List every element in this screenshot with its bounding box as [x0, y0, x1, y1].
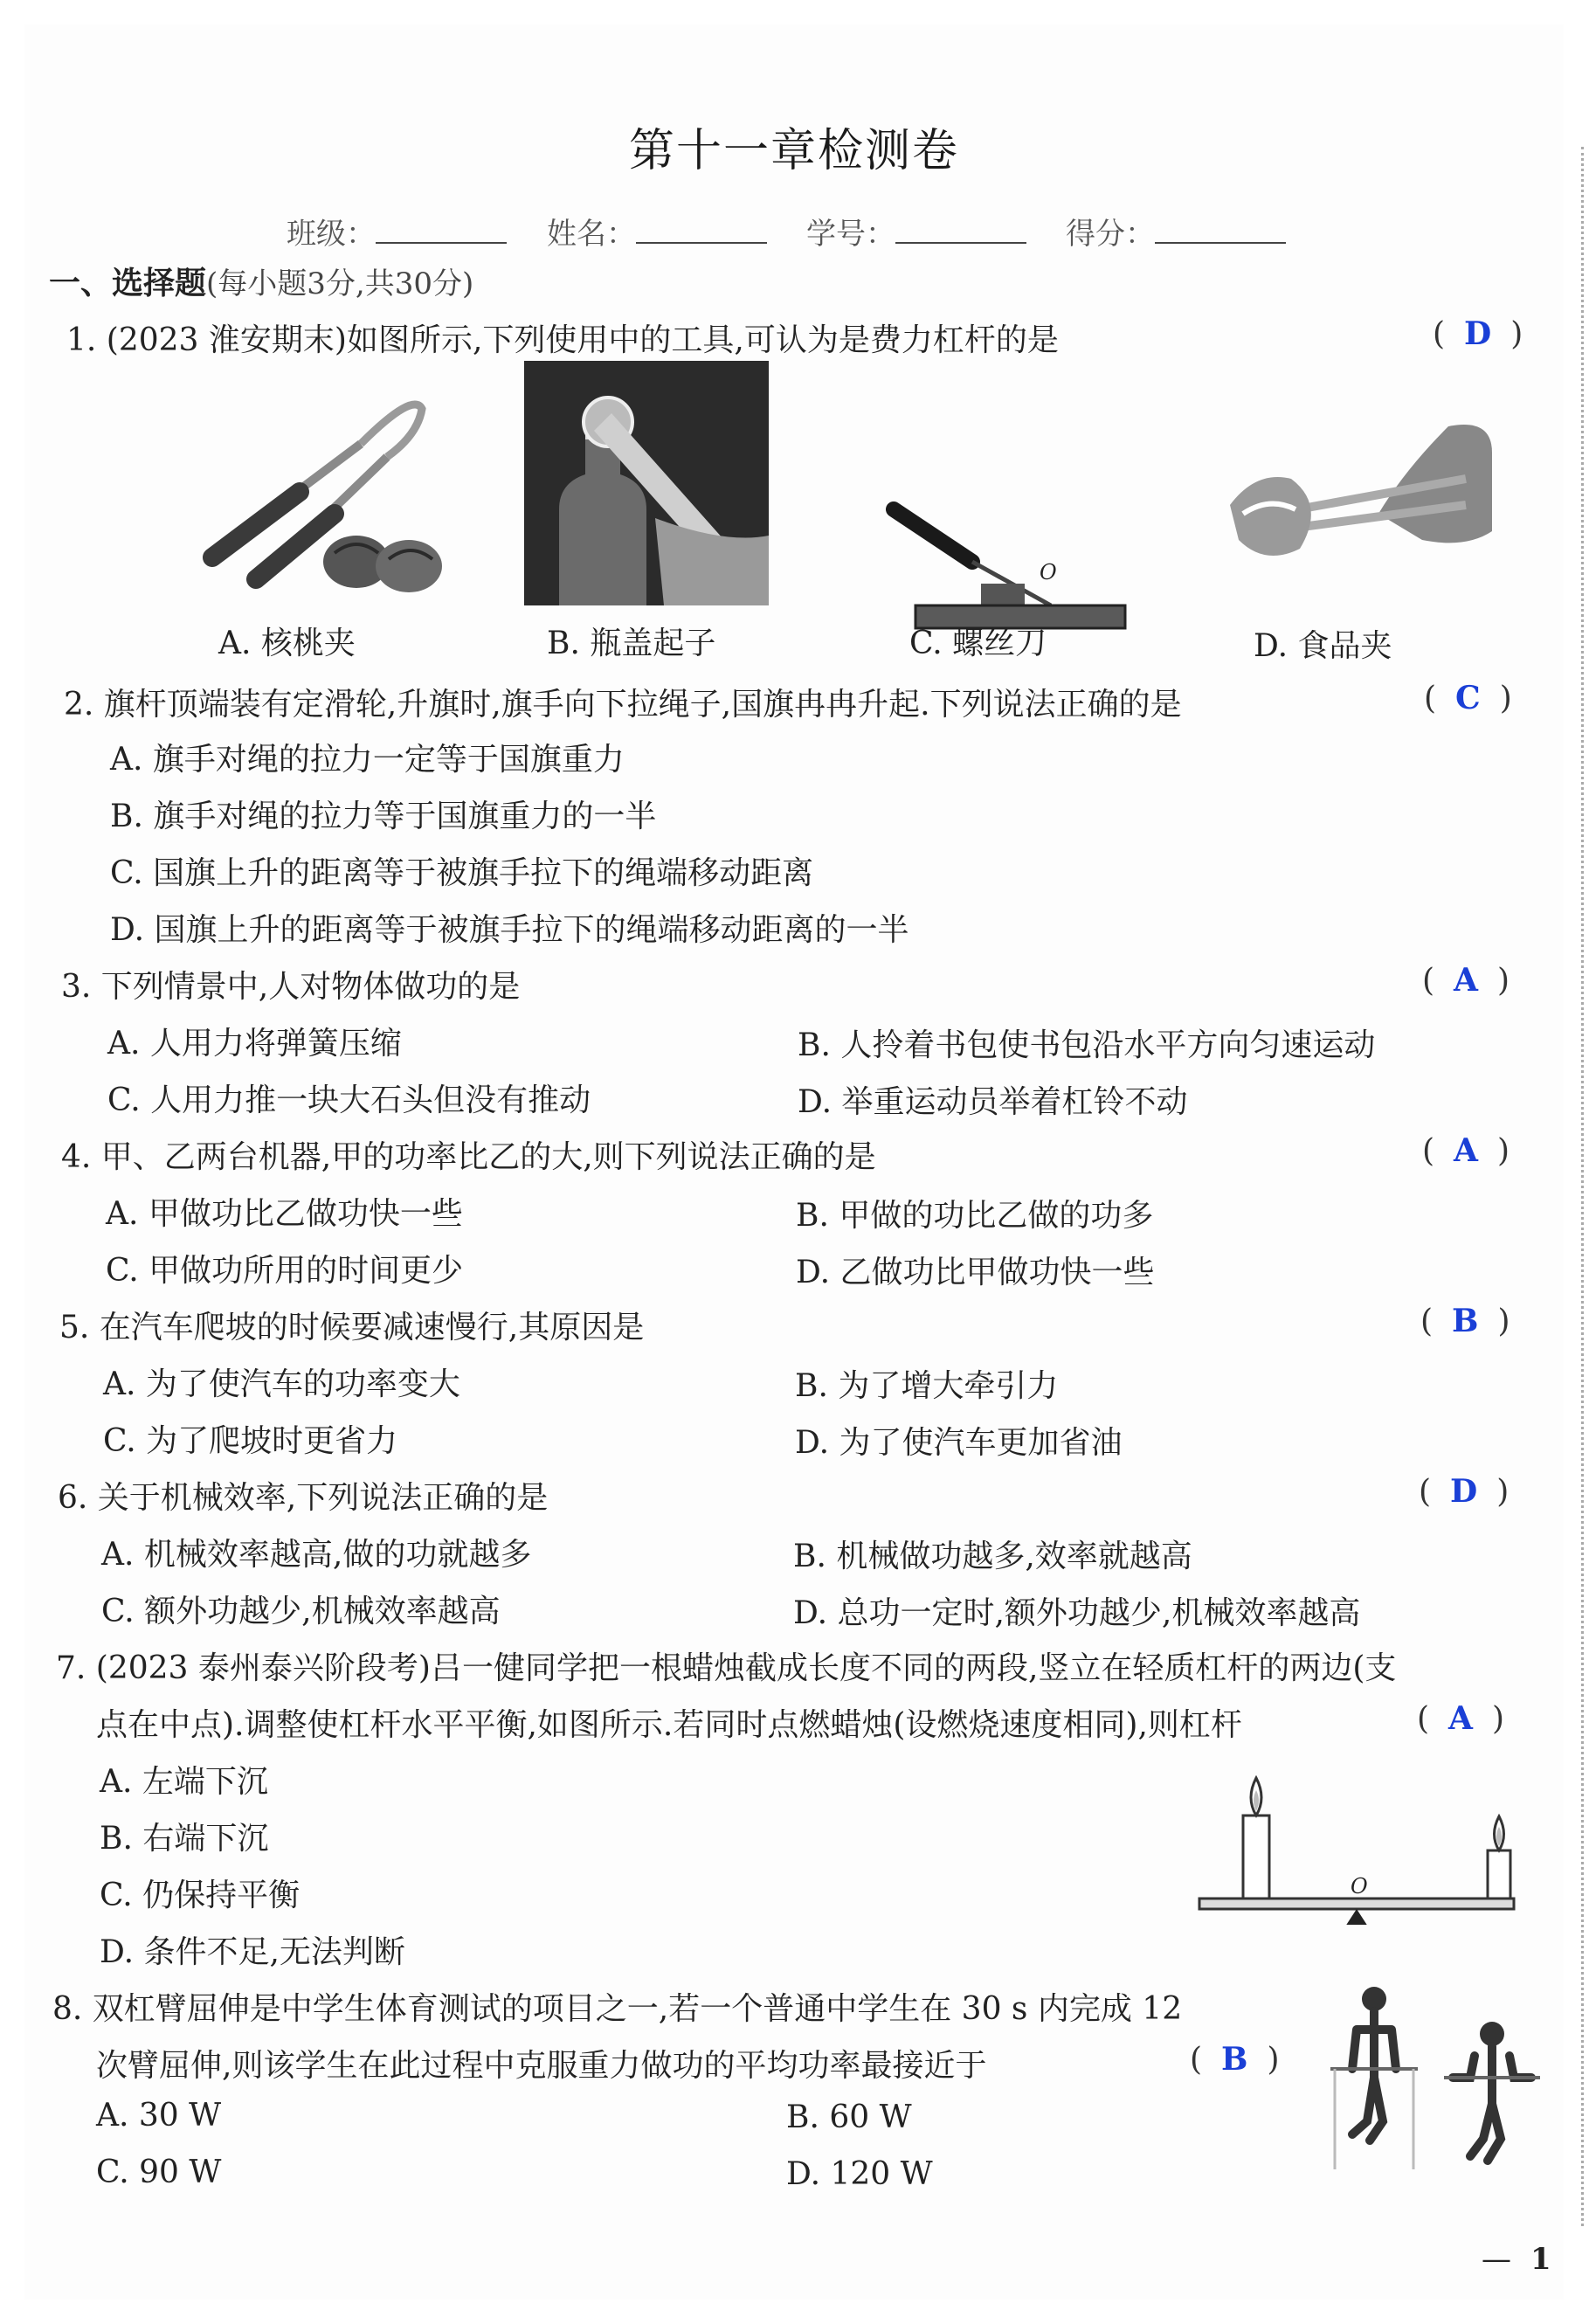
section-heading — [49, 259, 473, 303]
q2-option-a[interactable]: A. 旗手对绳的拉力一定等于国旗重力 — [110, 742, 625, 778]
answer-letter: B — [1452, 1303, 1479, 1339]
name-label: 姓名： — [547, 217, 636, 252]
q4-option-c[interactable]: C. 甲做功所用的时间更少 — [106, 1253, 464, 1289]
id-label: 学号： — [806, 217, 895, 252]
q3-option-a[interactable]: A. 人用力将弹簧压缩 — [107, 1026, 402, 1062]
q7-option-a[interactable]: A. 左端下沉 — [100, 1764, 268, 1800]
q5-option-b[interactable]: B. 为了增大牵引力 — [795, 1368, 1059, 1404]
answer-letter: A — [1454, 1132, 1478, 1169]
question-7-stem-line2: 点在中点).调整使杠杆水平平衡,如图所示.若同时点燃蜡烛(设燃烧速度相同),则杠杆 — [96, 1707, 1242, 1743]
section-title: 一、选择题 — [49, 266, 207, 301]
name-blank[interactable] — [636, 216, 767, 244]
question-7-stem-line1: 7. (2023 泰州泰兴阶段考)吕一健同学把一根蜡烛截成长度不同的两段,竖立在轻质杠杆的两边(支 — [56, 1650, 1397, 1686]
q3-option-d[interactable]: D. 举重运动员举着杠铃不动 — [798, 1084, 1188, 1120]
candle-lever-figure — [1195, 1750, 1518, 1925]
id-field[interactable] — [806, 210, 1026, 252]
answer-letter: D — [1464, 315, 1492, 352]
q3-option-c[interactable]: C. 人用力推一块大石头但没有推动 — [107, 1082, 591, 1118]
answer-letter: A — [1448, 1700, 1473, 1737]
q5-option-c[interactable]: C. 为了爬坡时更省力 — [103, 1423, 398, 1459]
q2-option-b[interactable]: B. 旗手对绳的拉力等于国旗重力的一半 — [110, 799, 657, 834]
q1-caption-a: A. 核桃夹 — [218, 626, 356, 661]
class-field[interactable] — [287, 210, 507, 252]
score-blank[interactable] — [1155, 216, 1286, 244]
page-number: 1 — [1530, 2242, 1551, 2277]
page-title: 第十一章检测卷 — [628, 125, 959, 177]
answer-letter: B — [1221, 2041, 1248, 2078]
parallel-bars-figure — [1330, 1982, 1549, 2169]
fulcrum-label: O — [1351, 1874, 1368, 1899]
question-2-answer: ( C ) — [1424, 680, 1512, 716]
answer-letter: C — [1455, 680, 1481, 716]
q8-option-a[interactable]: A. 30 W — [96, 2098, 222, 2134]
bottle-opener-figure — [524, 361, 769, 605]
food-tongs-figure — [1221, 418, 1492, 592]
q8-option-b[interactable]: B. 60 W — [786, 2099, 912, 2135]
class-blank[interactable] — [376, 216, 507, 244]
question-3-stem: 3. 下列情景中,人对物体做功的是 — [61, 969, 521, 1005]
q6-option-d[interactable]: D. 总功一定时,额外功越少,机械效率越高 — [793, 1595, 1361, 1631]
q1-caption-b: B. 瓶盖起子 — [547, 626, 716, 661]
q7-option-b[interactable]: B. 右端下沉 — [100, 1821, 269, 1857]
question-6-answer: ( D ) — [1419, 1473, 1510, 1510]
page-edge-dotted-line — [1581, 147, 1584, 2226]
q2-option-d[interactable]: D. 国旗上升的距离等于被旗手拉下的绳端移动距离的一半 — [110, 912, 909, 948]
q6-option-a[interactable]: A. 机械效率越高,做的功就越多 — [101, 1537, 532, 1573]
fulcrum-label: O — [1040, 560, 1057, 584]
q7-option-c[interactable]: C. 仍保持平衡 — [100, 1878, 301, 1913]
question-4-answer: ( A ) — [1422, 1132, 1510, 1169]
q4-option-b[interactable]: B. 甲做的功比乙做的功多 — [796, 1198, 1154, 1234]
score-label: 得分： — [1066, 217, 1155, 252]
question-8-stem-line2: 次臂屈伸,则该学生在此过程中克服重力做功的平均功率最接近于 — [96, 2048, 987, 2084]
section-note: (每小题3分,共30分) — [206, 266, 474, 301]
question-1-stem: 1. (2023 淮安期末)如图所示,下列使用中的工具,可认为是费力杠杆的是 — [66, 322, 1059, 358]
q7-option-d[interactable]: D. 条件不足,无法判断 — [100, 1934, 405, 1970]
question-5-stem: 5. 在汽车爬坡的时候要减速慢行,其原因是 — [59, 1310, 645, 1345]
screwdriver-figure — [876, 492, 1138, 632]
question-3-answer: ( A ) — [1422, 962, 1510, 999]
question-5-answer: ( B ) — [1420, 1303, 1510, 1339]
q8-option-c[interactable]: C. 90 W — [96, 2155, 222, 2190]
q5-option-a[interactable]: A. 为了使汽车的功率变大 — [103, 1366, 460, 1402]
name-field[interactable] — [547, 210, 767, 252]
question-7-answer: ( A ) — [1417, 1700, 1505, 1737]
footer-dash: — — [1482, 2242, 1511, 2277]
answer-letter: D — [1450, 1473, 1478, 1510]
exam-page — [24, 24, 1564, 2300]
q4-option-a[interactable]: A. 甲做功比乙做功快一些 — [106, 1196, 463, 1232]
question-8-stem-line1: 8. 双杠臂屈伸是中学生体育测试的项目之一,若一个普通中学生在 30 s 内完成 12 — [52, 1991, 1183, 2027]
q2-option-c[interactable]: C. 国旗上升的距离等于被旗手拉下的绳端移动距离 — [110, 855, 814, 891]
walnut-cracker-figure — [186, 374, 466, 601]
q5-option-d[interactable]: D. 为了使汽车更加省油 — [795, 1425, 1123, 1461]
q6-option-b[interactable]: B. 机械做功越多,效率就越高 — [793, 1539, 1192, 1574]
id-blank[interactable] — [895, 216, 1026, 244]
q4-option-d[interactable]: D. 乙做功比甲做功快一些 — [796, 1255, 1155, 1290]
q1-caption-d: D. 食品夹 — [1254, 628, 1392, 664]
question-1-answer: ( D ) — [1433, 315, 1523, 352]
q3-option-b[interactable]: B. 人拎着书包使书包沿水平方向匀速运动 — [798, 1027, 1376, 1063]
class-label: 班级： — [287, 217, 376, 252]
answer-letter: A — [1454, 962, 1478, 999]
score-field[interactable] — [1066, 210, 1286, 252]
question-2-stem: 2. 旗杆顶端装有定滑轮,升旗时,旗手向下拉绳子,国旗冉冉升起.下列说法正确的是 — [64, 687, 1182, 723]
q6-option-c[interactable]: C. 额外功越少,机械效率越高 — [101, 1594, 501, 1629]
q8-option-d[interactable]: D. 120 W — [786, 2156, 933, 2192]
question-6-stem: 6. 关于机械效率,下列说法正确的是 — [58, 1480, 549, 1516]
question-4-stem: 4. 甲、乙两台机器,甲的功率比乙的大,则下列说法正确的是 — [61, 1139, 876, 1175]
q1-caption-c: C. 螺丝刀 — [909, 626, 1047, 661]
question-8-answer: ( B ) — [1190, 2041, 1280, 2078]
